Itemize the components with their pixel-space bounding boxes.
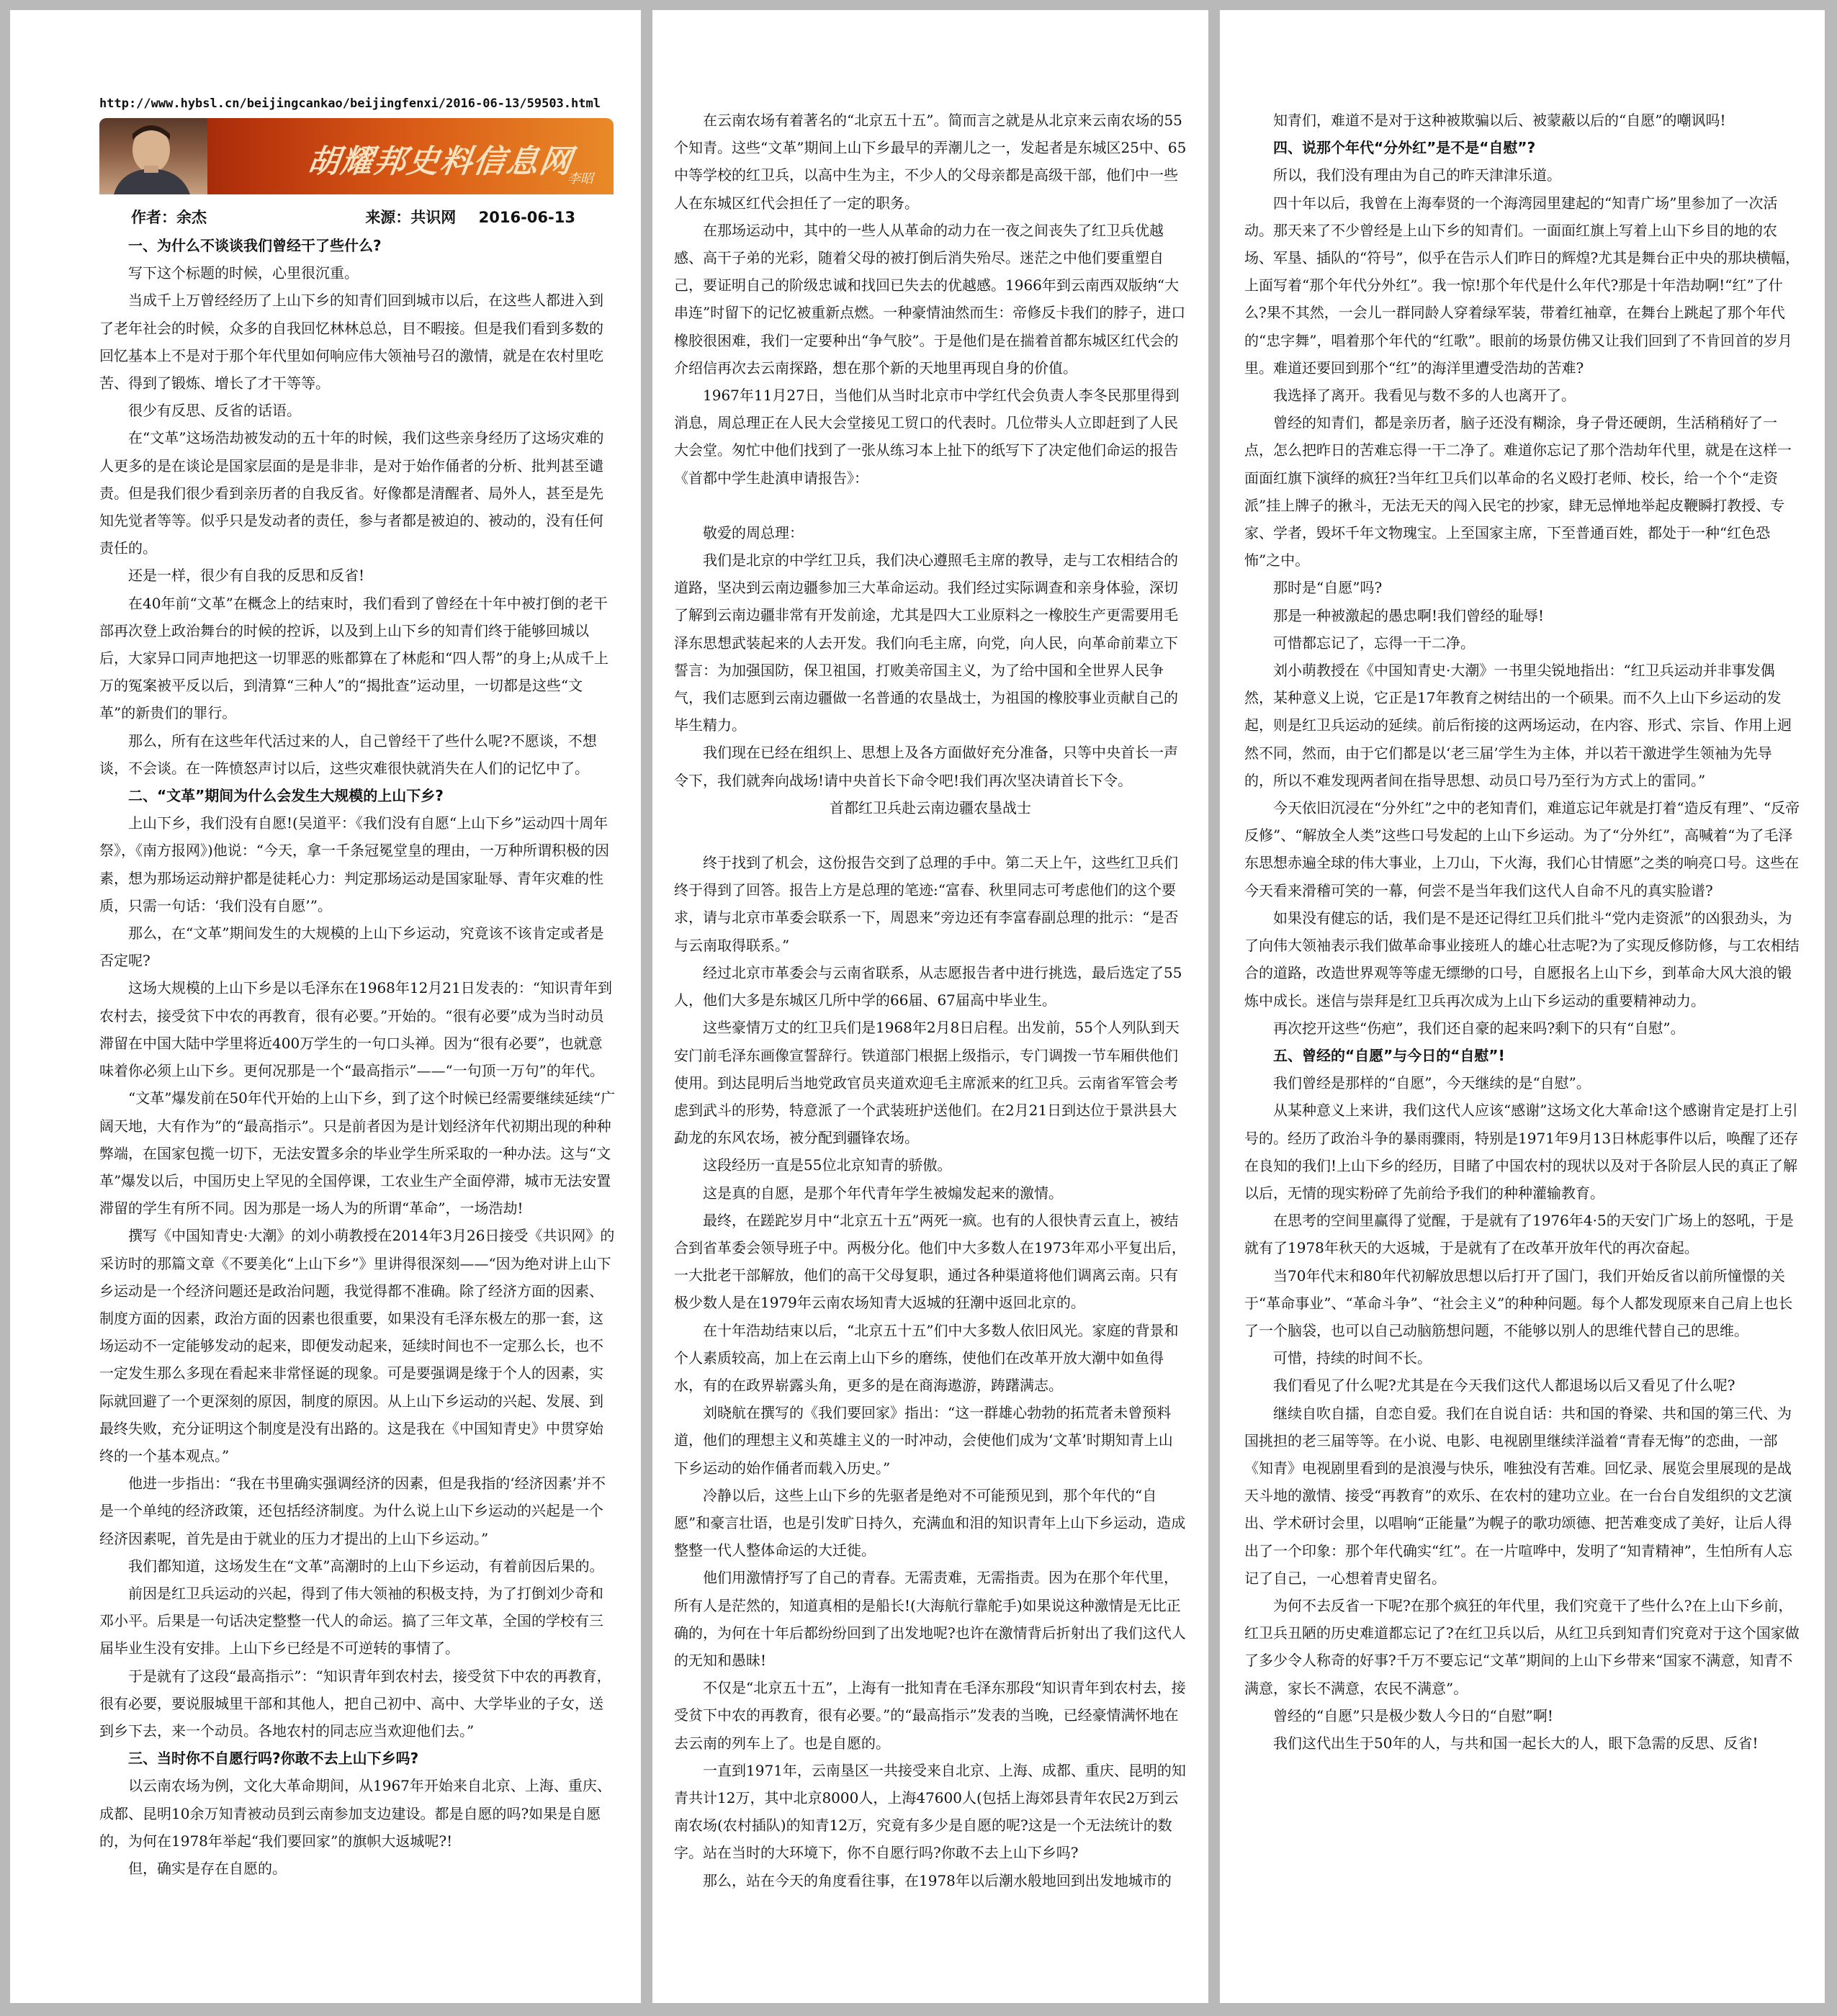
paragraph: 我们是北京的中学红卫兵，我们决心遵照毛主席的教导，走与工农相结合的道路，坚决到云南边疆参加三大革命运动。我们经过实际调查和亲身体验，深切了解到云南边疆非常有开发前途，尤其是四大工业原料之一橡胶生产更需要用毛泽东思想武装起来的人去开发。我们向毛主席，向党，向人民，向革命前辈立下誓言：为加强国防，保卫祖国，打败美帝国主义，为了给中国和全世界人民争气，我们志愿到云南边疆做一名普通的农垦战士，为祖国的橡胶事业贡献自己的毕生精力。 xyxy=(674,552,1178,734)
paragraph: 再次挖开这些“伤疤”，我们还自豪的起来吗?剩下的只有“自慰”。 xyxy=(1273,1019,1685,1037)
paragraph: 当成千上万曾经经历了上山下乡的知青们回到城市以后，在这些人都进入到了老年社会的时候，众多的自我回忆林林总总，目不暇接。但是我们看到多数的回忆基本上不是对于那个年代里如何响应伟大领袖号召的激情，就是在农村里吃苦、得到了锻炼、增长了才干等等。 xyxy=(99,292,603,392)
paragraph: 我们现在已经在组织上、思想上及各方面做好充分准备，只等中央首长一声令下，我们就奔向战场!请中央首长下命令吧!我们再次坚决请首长下令。 xyxy=(674,744,1178,789)
column-1 xyxy=(99,232,616,1882)
paragraph: 还是一样，很少有自我的反思和反省! xyxy=(128,567,365,585)
paragraph: 于是就有了这段“最高指示”：“知识青年到农村去，接受贫下中农的再教育，很有必要，要说服城里干部和其他人，把自己初中、高中、大学毕业的子女，送到乡下去，来一个动员。各地农村的同志应当欢迎他们去。” xyxy=(99,1667,611,1740)
paragraph: “文革”爆发前在50年代开始的上山下乡，到了这个时候已经需要继续延续“广阔天地，大有作为”的“最高指示”。只是前者因为是计划经济年代初期出现的种种弊端，在国家包揽一切下，无法安置多余的毕业学生所采取的一种办法。这与“文革”爆发以后，中国历史上罕见的全国停课，工农业生产全面停滞，城市无法安置滞留的学生有所不同。因为那是一场人为的所谓“革命”，一场浩劫! xyxy=(99,1089,616,1218)
paragraph: 最终，在蹉跎岁月中“北京五十五”两死一疯。也有的人很快青云直上，被结合到省革委会领导班子中。两极分化。他们中大多数人在1973年邓小平复出后，一大批老干部解放，他们的高干父母复职，通过各种渠道将他们调离云南。只有极少数人是在1979年云南农场知青大返城的狂潮中返回北京的。 xyxy=(674,1211,1186,1312)
spacer xyxy=(674,492,1187,519)
paragraph: 那时是“自愿”吗? xyxy=(1273,579,1383,597)
paragraph: 那是一种被激起的愚忠啊!我们曾经的耻辱! xyxy=(1273,606,1545,624)
paragraph: 终于找到了机会，这份报告交到了总理的手中。第二天上午，这些红卫兵们终于得到了回答。报告上方是总理的笔迹:“富春、秋里同志可考虑他们的这个要求，请与北京市革委会联系一下，周恩来”旁边还有李富春副总理的批示：“是否与云南取得联系。” xyxy=(674,854,1179,954)
paragraph: 撰写《中国知青史·大潮》的刘小萌教授在2014年3月26日接受《共识网》的采访时的那篇文章《不要美化“上山下乡”》里讲得很深刻——“因为绝对讲上山下乡运动是一个经济问题还是政治问题，我觉得都不准确。除了经济方面的因素、制度方面的因素，政治方面的因素也很重要，如果没有毛泽东极左的那一套，这场运动不一定能够发动的起来，即便发动起来，延续时间也不一定那么长，也不一定发生那么多现在看起来非常怪诞的现象。可是要强调是缘于个人的因素，实际就回避了一个更深刻的原因，制度的原因。从上山下乡运动的兴起、发展、到最终失败，充分证明这个制度是没有出路的。这是我在《中国知青史》中贯穿始终的一个基本观点。” xyxy=(99,1227,615,1464)
section-heading: 二、“文革”期间为什么会发生大规模的上山下乡? xyxy=(128,787,444,805)
site-name: 胡耀邦史料信息网 xyxy=(305,143,575,180)
paragraph: 为何不去反省一下呢?在那个疯狂的年代里，我们究竟干了些什么?在上山下乡前，红卫兵丑陋的历史难道都忘记了?在红卫兵以后，从红卫兵到知青们究竟对于这个国家做了多少令人称奇的好事?千万不要忘记“文革”期间的上山下乡带来“国家不满意，知青不满意，家长不满意，农民不满意”。 xyxy=(1244,1596,1800,1697)
page-3 xyxy=(1220,10,1825,2003)
paragraph: 我们都知道，这场发生在“文革”高潮时的上山下乡运动，有着前因后果的。 xyxy=(128,1557,604,1575)
section-heading: 三、当时你不自愿行吗?你敢不去上山下乡吗? xyxy=(128,1750,419,1768)
site-banner xyxy=(99,118,614,194)
spacer xyxy=(674,822,1187,849)
paragraph: 一直到1971年，云南垦区一共接受来自北京、上海、成都、重庆、昆明的知青共计12万，其中北京8000人，上海47600人(包括上海郊县青年农民2万到云南农场(农村插队)的知青12万，究竟有多少是自愿的呢?这是一个无法统计的数字。站在当时的大环境下，你不自愿行吗?你敢不去上山下乡吗? xyxy=(674,1761,1186,1862)
paragraph: 在“文革”这场浩劫被发动的五十年的时候，我们这些亲身经历了这场灾难的人更多的是在谈论是国家层面的是是非非，是对于始作俑者的分析、批判甚至谴责。但是我们很少看到亲历者的自我反省。好像都是清醒者、局外人，甚至是先知先觉者等等。似乎只是发动者的责任，参与者都是被迫的、被动的，没有任何责任的。 xyxy=(99,429,604,557)
column-3 xyxy=(1244,107,1800,1757)
paragraph: 经过北京市革委会与云南省联系，从志愿报告者中进行挑选，最后选定了55人，他们大多是东城区几所中学的66届、67届高中毕业生。 xyxy=(674,963,1182,1009)
paragraph: 继续自吹自擂，自恋自爱。我们在自说自话：共和国的脊梁、共和国的第三代、为国挑担的老三届等等。在小说、电影、电视剧里继续洋溢着“青春无悔”的恋曲，一部《知青》电视剧里看到的是浪漫与快乐，唯独没有苦难。回忆录、展览会里展现的是战天斗地的激情、接受“再教育”的欢乐、在农村的建功立业。在一台台自发组织的文艺演出、学术研讨会里，以唱响“正能量”为幌子的歌功颂德、把苦难变成了美好，让后人得出了一个印象：那个年代确实“红”。在一片喧哗中，发明了“知青精神”，生怕所有人忘记了自己，一心想着青史留名。 xyxy=(1244,1404,1792,1587)
paragraph: 我们曾经是那样的“自愿”，今天继续的是“自慰”。 xyxy=(1273,1074,1591,1092)
page-1 xyxy=(10,10,641,2003)
paragraph: 四十年以后，我曾在上海奉贤的一个海湾园里建起的“知青广场”里参加了一次活动。那天来了不少曾经是上山下乡的知青们。一面面红旗上写着上山下乡目的地的农场、军垦、插队的“符号”，似乎在告示人们昨日的辉煌?尤其是舞台正中央的那块横幅，上面写着“那个年代分外红”。我一惊!那个年代是什么年代?那是十年浩劫啊!“红”了什么?果不其然，一会儿一群同龄人穿着绿军装，带着红袖章，在舞台上跳起了那个年代的“忠字舞”，唱着那个年代的“红歌”。眼前的场景仿佛又让我们回到了不肯回首的岁月里。难道还要回到那个“红”的海洋里遭受浩劫的苦难? xyxy=(1244,194,1800,377)
section-heading: 五、曾经的“自愿”与今日的“自慰”! xyxy=(1273,1046,1505,1064)
article-author: 作者：余杰 xyxy=(131,209,207,226)
paragraph: 这是真的自愿，是那个年代青年学生被煽发起来的激情。 xyxy=(703,1184,1063,1202)
paragraph: 写下这个标题的时候，心里很沉重。 xyxy=(128,264,359,282)
paragraph: 很少有反思、反省的话语。 xyxy=(128,402,301,420)
section-heading: 一、为什么不谈谈我们曾经干了些什么? xyxy=(128,237,382,254)
paragraph: 那么，在“文革”期间发生的大规模的上山下乡运动，究竟该不该肯定或者是否定呢? xyxy=(99,924,604,970)
paragraph: 1967年11月27日，当他们从当时北京市中学红代会负责人李冬民那里得到消息，周总理正在人民大会堂接见工贸口的代表时。几位带头人立即赶到了人民大会堂。匆忙中他们找到了一张从练习本上扯下的纸写下了决定他们命运的报告《首都中学生赴滇申请报告》： xyxy=(674,387,1180,487)
paragraph: 这段经历一直是55位北京知青的骄傲。 xyxy=(703,1156,952,1174)
paragraph: 不仅是“北京五十五”，上海有一批知青在毛泽东那段“知识青年到农村去，接受贫下中农的再教育，很有必要。”的“最高指示”发表的当晚，已经豪情满怀地在去云南的列车上了。也是自愿的。 xyxy=(674,1679,1186,1752)
article-source: 来源：共识网 xyxy=(365,209,457,226)
paragraph: 曾经的“自愿”只是极少数人今日的“自慰”啊! xyxy=(1273,1706,1553,1724)
paragraph: 可惜都忘记了，忘得一干二净。 xyxy=(1273,634,1475,652)
paragraph: 今天依旧沉浸在“分外红”之中的老知青们，难道忘记年就是打着“造反有理”、“反帝反修”、“解放全人类”这些口号发起的上山下乡运动。为了“分外红”，高喊着“为了毛泽东思想赤遍全球的伟大事业，上刀山，下火海，我们心甘情愿”之类的响亮口号。这些在今天看来滑稽可笑的一幕，何尝不是当年我们这代人自命不凡的真实脸谱? xyxy=(1244,799,1800,899)
paragraph: 那么，站在今天的角度看往事，在1978年以后潮水般地回到出发地城市的 xyxy=(703,1871,1172,1889)
article-date: 2016-06-13 xyxy=(478,209,575,226)
paragraph: 在思考的空间里赢得了觉醒，于是就有了1976年4·5的天安门广场上的怒吼，于是就有了1978年秋天的大返城，于是就有了在改革开放年代的再次奋起。 xyxy=(1244,1212,1794,1257)
source-url[interactable]: http://www.hybsl.cn/beijingcankao/beijingfenxi/2016-06-13/59503.html xyxy=(99,96,601,111)
paragraph: 敬爱的周总理： xyxy=(703,523,804,541)
paragraph: 我们这代出生于50年的人，与共和国一起长大的人，眼下急需的反思、反省! xyxy=(1273,1734,1759,1752)
paragraph: 在十年浩劫结束以后，“北京五十五”们中大多数人依旧风光。家庭的背景和个人素质较高，加上在云南上山下乡的磨练，使他们在改革开放大潮中如鱼得水，有的在政界崭露头角，更多的是在商海遨游，踌躇满志。 xyxy=(674,1321,1179,1394)
article-meta xyxy=(131,206,616,228)
paragraph: 在那场运动中，其中的一些人从革命的动力在一夜之间丧失了红卫兵优越感、高干子弟的光彩，随着父母的被打倒后消失殆尽。迷茫之中他们要重塑自己，要证明自己的阶级忠诚和找回已失去的优越感。1966年到云南西双版纳“大串连”时留下的记忆被重新点燃。一种豪情油然而生：帝修反卡我们的脖子，进口橡胶很困难，我们一定要种出“争气胶”。于是他们是在揣着首都东城区红代会的介绍信再次去云南探路，想在那个新的天地里再现自身的价值。 xyxy=(674,221,1186,377)
paragraph: 从某种意义上来讲，我们这代人应该“感谢”这场文化大革命!这个感谢肯定是打上引号的。经历了政治斗争的暴雨骤雨，特别是1971年9月13日林彪事件以后，唤醒了还存在良知的我们!上山下乡的经历，目睹了中国农村的现状以及对于各阶层人民的真正了解以后，无情的现实粉碎了先前给予我们的种种灌输教育。 xyxy=(1244,1102,1799,1202)
page-2 xyxy=(652,10,1208,2003)
paragraph: 但，确实是存在自愿的。 xyxy=(128,1859,287,1877)
paragraph: 在云南农场有着著名的“北京五十五”。简而言之就是从北京来云南农场的55个知青。这些“文革”期间上山下乡最早的弄潮儿之一，发起者是东城区25中、65中等学校的红卫兵，以高中生为主，不少人的父母亲都是高级干部，他们中一些人在东城区红代会担任了一定的职务。 xyxy=(674,112,1187,212)
column-2 xyxy=(674,107,1187,1894)
paragraph: 上山下乡，我们没有自愿!(吴道平：《我们没有自愿“上山下乡”运动四十周年祭》，《南方报网》)他说：“今天，拿一千条冠冕堂皇的理由，一万种所谓积极的因素，想为那场运动辩护都是徒耗心力：判定那场运动是国家耻辱、青年灾难的性质，只需一句话：‘我们没有自愿’”。 xyxy=(99,814,610,914)
portrait-photo xyxy=(99,118,207,194)
paragraph: 我选择了离开。我看见与数不多的人也离开了。 xyxy=(1273,387,1576,405)
paragraph: 所以，我们没有理由为自己的昨天津津乐道。 xyxy=(1273,166,1561,184)
paragraph: 当70年代末和80年代初解放思想以后打开了国门，我们开始反省以前所憧憬的关于“革命事业”、“革命斗争”、“社会主义”的种种问题。每个人都发现原来自己肩上也长了一个脑袋，也可以自己动脑筋想问题，不能够以别人的思维代替自己的思维。 xyxy=(1244,1266,1793,1339)
portrait-icon xyxy=(99,118,207,194)
paragraph: 这场大规模的上山下乡是以毛泽东在1968年12月21日发表的：“知识青年到农村去，接受贫下中农的再教育，很有必要。”开始的。“很有必要”成为当时动员滞留在中国大陆中学里将近400万学生的一句口头禅。因为“很有必要”，也就意味着你必须上山下乡。更何况那是一个“最高指示”——“一句顶一万句”的年代。 xyxy=(99,979,613,1080)
paragraph: 知青们，难道不是对于这种被欺骗以后、被蒙蔽以后的“自愿”的嘲讽吗! xyxy=(1273,112,1726,129)
paragraph: 如果没有健忘的话，我们是不是还记得红卫兵们批斗“党内走资派”的凶狠劲头，为了向伟大领袖表示我们做革命事业接班人的雄心壮志呢?为了实现反修防修，与工农相结合的道路，改造世界观等等虚无缥缈的口号，自愿报名上山下乡，到革命大风大浪的锻炼中成长。迷信与崇拜是红卫兵再次成为上山下乡运动的重要精神动力。 xyxy=(1244,909,1800,1009)
paragraph: 这些豪情万丈的红卫兵们是1968年2月8日启程。出发前，55个人列队到天安门前毛泽东画像宣誓辞行。铁道部门根据上级指示，专门调拨一节车厢供他们使用。到达昆明后当地党政官员夹道欢迎毛主席派来的红卫兵。云南省军管会考虑到武斗的形势，特意派了一个武装班护送他们。在2月21日到达位于景洪县大勐龙的东风农场，被分配到疆锋农场。 xyxy=(674,1019,1180,1147)
paragraph: 他进一步指出：“我在书里确实强调经济的因素，但是我指的‘经济因素’并不是一个单纯的经济政策，还包括经济制度。为什么说上山下乡运动的兴起是一个经济因素呢，首先是由于就业的压力才提出的上山下乡运动。” xyxy=(99,1475,606,1547)
site-signature: 李昭 xyxy=(567,171,593,186)
paragraph: 刘小萌教授在《中国知青史·大潮》一书里尖锐地指出：“红卫兵运动并非事发偶然，某种意义上说，它正是17年教育之树结出的一个硕果。而不久上山下乡运动的发起，则是红卫兵运动的延续。前后衔接的这两场运动，在内容、形式、宗旨、作用上迥然不同，然而，由于它们都是以‘老三届’学生为主体，并以若干激进学生领袖为先导的，所以不难发现两者间在指导思想、动员口号乃至行为方式上的雷同。” xyxy=(1244,662,1792,789)
paragraph: 前因是红卫兵运动的兴起，得到了伟大领袖的积极支持，为了打倒刘少奇和邓小平。后果是一句话决定整整一代人的命运。搞了三年文革，全国的学校有三届毕业生没有安排。上山下乡已经是不可逆转的事情了。 xyxy=(99,1584,603,1657)
paragraph: 在40年前“文革”在概念上的结束时，我们看到了曾经在十年中被打倒的老干部再次登上政治舞台的时候的控诉，以及到上山下乡的知青们终于能够回城以后，大家异口同声地把这一切罪恶的账都算在了林彪和“四人帮”的身上;从成千上万的冤案被平反以后，到清算“三种人”的“揭批查”运动里，一切都是这些“文革”的新贵们的罪行。 xyxy=(99,594,609,722)
paragraph: 我们看见了什么呢?尤其是在今天我们这代人都退场以后又看见了什么呢? xyxy=(1273,1377,1735,1395)
section-heading: 四、说那个年代“分外红”是不是“自慰”? xyxy=(1273,139,1536,157)
paragraph: 那么，所有在这些年代活过来的人，自己曾经干了些什么呢?不愿谈，不想谈，不会谈。在一阵愤怒声讨以后，这些灾难很快就消失在人们的记忆中了。 xyxy=(99,732,597,777)
paragraph: 以云南农场为例，文化大革命期间，从1967年开始来自北京、上海、重庆、成都、昆明10余万知青被动员到云南参加支边建设。都是自愿的吗?如果是自愿的，为何在1978年举起“我们要回家”的旗帜大返城呢?! xyxy=(99,1777,611,1850)
paragraph: 可惜，持续的时间不长。 xyxy=(1273,1349,1432,1367)
paragraph: 刘晓航在撰写的《我们要回家》指出：“这一群雄心勃勃的拓荒者未曾预料道，他们的理想主义和英雄主义的一时冲动，会使他们成为‘文革’时期知青上山下乡运动的始作俑者而载入历史。” xyxy=(674,1404,1173,1477)
paragraph: 冷静以后，这些上山下乡的先驱者是绝对不可能预见到，那个年代的“自愿”和豪言壮语，也是引发旷日持久，充满血和泪的知识青年上山下乡运动，造成整整一代人整体命运的大迁徙。 xyxy=(674,1486,1186,1560)
paragraph: 他们用激情抒写了自己的青春。无需责难，无需指责。因为在那个年代里，所有人是茫然的，知道真相的是船长!(大海航行靠舵手)如果说这种激情是无比正确的，为何在十年后都纷纷回到了出发地呢?也许在激情背后折射出了我们这代人的无知和愚昧! xyxy=(674,1569,1186,1669)
letter-signature: 首都红卫兵赴云南边疆农垦战士 xyxy=(830,798,1031,816)
paragraph: 曾经的知青们，都是亲历者，脑子还没有糊涂，身子骨还硬朗，生活稍稍好了一点，怎么把昨日的苦难忘得一干二净了。难道你忘记了那个浩劫年代里，就是在这样一面面红旗下演绎的疯狂?当年红卫兵们以革命的名义殴打老师、校长，给一个个“走资派”挂上牌子的揪斗，无法无天的闯入民宅的抄家，肆无忌惮地举起皮鞭瞬打教授、专家、学者，毁坏千年文物瑰宝。上至国家主席，下至普通百姓，都处于一种“红色恐怖”之中。 xyxy=(1244,414,1792,570)
